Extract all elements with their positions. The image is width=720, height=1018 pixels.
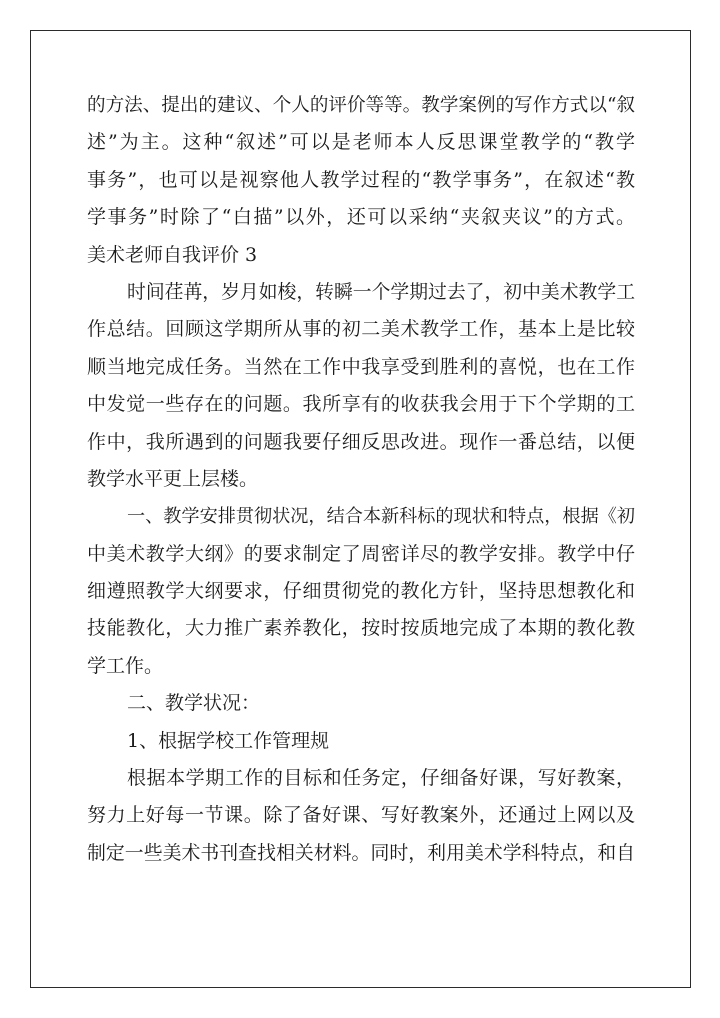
subsection-heading: 二、教学状况： — [127, 692, 261, 715]
text-line: 作总结。回顾这学期所从事的初二美术教学工作，基本上是比较 — [87, 318, 635, 341]
text-line: 顺当地完成任务。当然在工作中我享受到胜利的喜悦，也在工作 — [87, 355, 635, 378]
text-line: 中发觉一些存在的问题。我所享有的收获我会用于下个学期的工 — [87, 393, 635, 416]
text-line: 中美术教学大纲》的要求制定了周密详尽的教学安排。教学中仔 — [87, 542, 635, 565]
text-line: 学工作。 — [87, 654, 164, 677]
text-line: 事务”，也可以是视察他人教学过程的“教学事务”，在叙述“教 — [87, 168, 635, 191]
text-line: 制定一些美术书刊查找相关材料。同时，利用美术学科特点，和自 — [87, 841, 635, 864]
text-line: 根据本学期工作的目标和任务定，仔细备好课，写好教案， — [127, 767, 635, 790]
document-body — [87, 87, 635, 872]
text-line: 努力上好每一节课。除了备好课、写好教案外，还通过上网以及 — [87, 804, 635, 827]
text-line: 一、教学安排贯彻状况，结合本新科标的现状和特点，根据《初 — [127, 506, 635, 528]
text-line: 述”为主。这种“叙述”可以是老师本人反思课堂教学的“教学 — [87, 131, 635, 154]
text-line: 细遵照教学大纲要求，仔细贯彻党的教化方针，坚持思想教化和 — [87, 580, 635, 603]
text-line: 技能教化，大力推广素养教化，按时按质地完成了本期的教化教 — [87, 617, 635, 640]
text-line: 的方法、提出的建议、个人的评价等等。教学案例的写作方式以“叙 — [87, 95, 635, 116]
section-heading: 美术老师自我评价 3 — [87, 243, 258, 266]
text-line: 教学水平更上层楼。 — [87, 467, 259, 490]
text-line: 作中，我所遇到的问题我要仔细反思改进。现作一番总结，以便 — [87, 430, 635, 453]
text-line: 时间荏苒，岁月如梭，转瞬一个学期过去了，初中美术教学工 — [127, 281, 635, 303]
text-line: 学事务”时除了“白描”以外，还可以采纳“夹叙夹议”的方式。 — [87, 206, 635, 229]
list-item: 1、根据学校工作管理规 — [127, 729, 330, 752]
